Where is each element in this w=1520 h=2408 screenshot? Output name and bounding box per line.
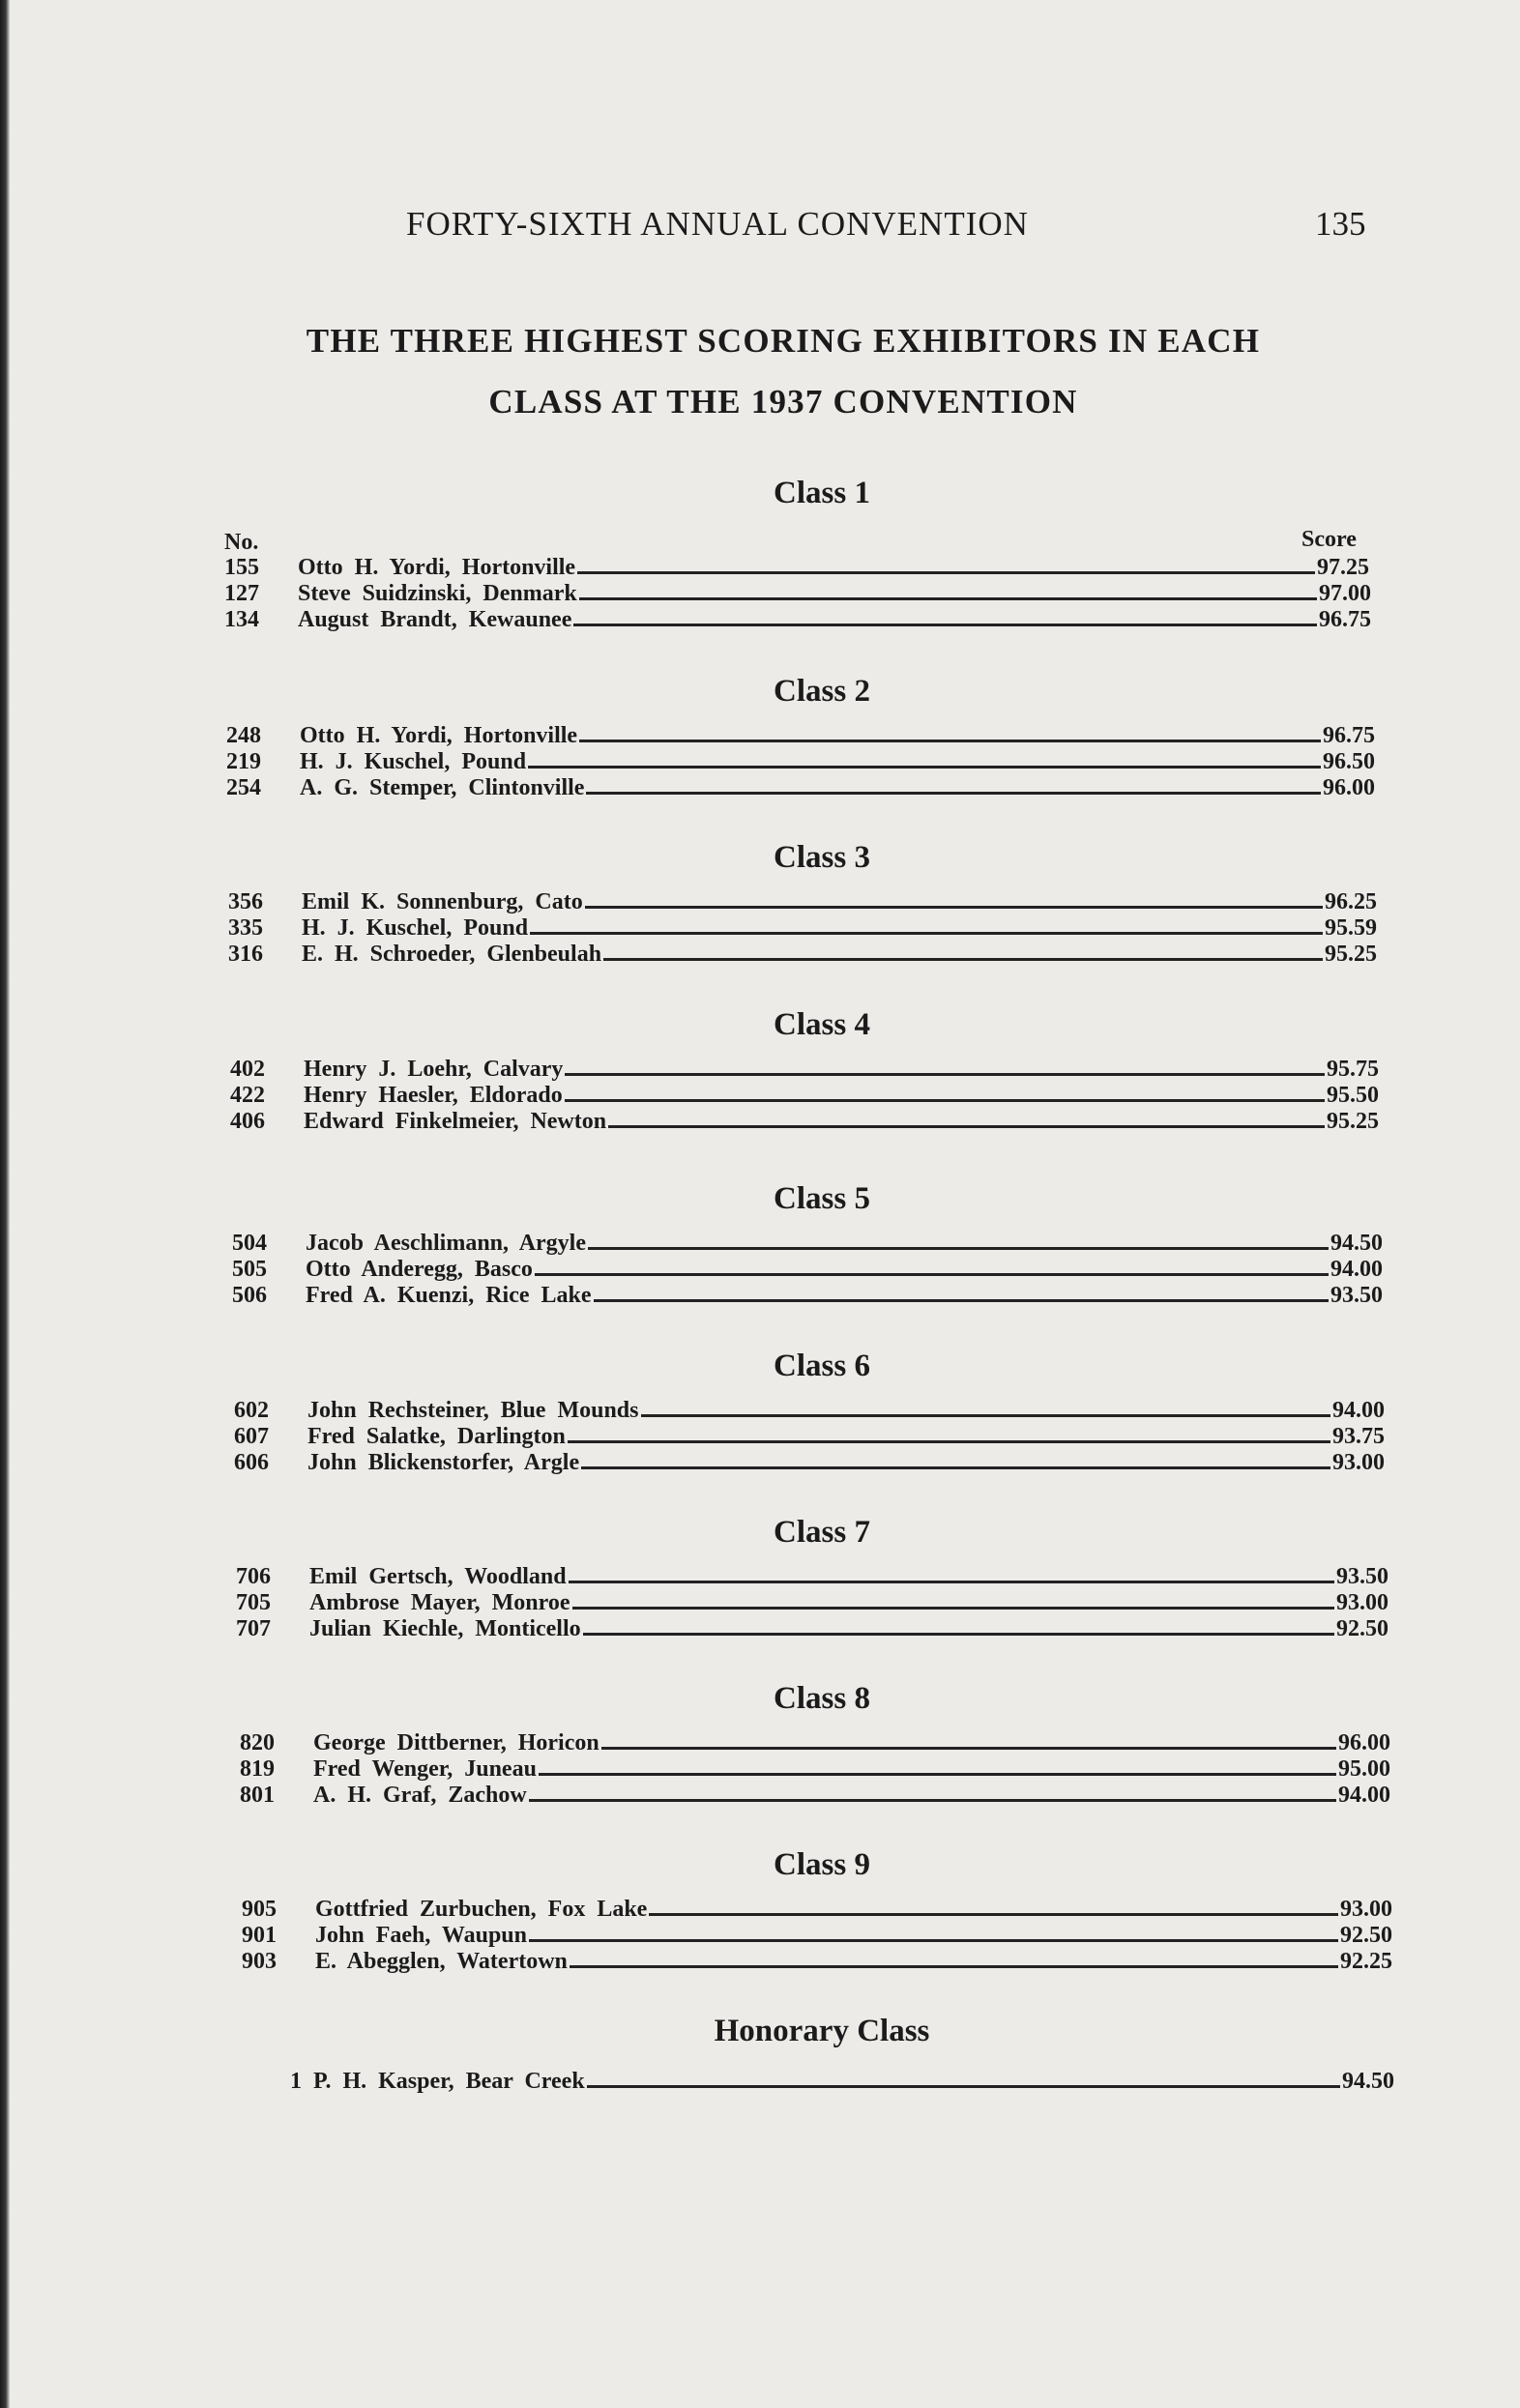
entry-number: 905 xyxy=(242,1897,277,1922)
table-row xyxy=(226,723,1375,748)
table-row xyxy=(242,2069,1394,2094)
exhibitor-name: Fred Salatke, Darlington xyxy=(307,1424,566,1449)
dot-leader xyxy=(570,1965,1338,1968)
entry-number: 705 xyxy=(236,1590,271,1615)
exhibitor-name: Fred A. Kuenzi, Rice Lake xyxy=(306,1283,592,1308)
entry-number: 901 xyxy=(242,1923,277,1948)
exhibitor-name: A. G. Stemper, Clintonville xyxy=(300,775,585,800)
exhibitor-name: Jacob Aeschlimann, Argyle xyxy=(306,1231,587,1256)
exhibitor-score: 95.25 xyxy=(1325,942,1377,967)
class-heading: Class 7 xyxy=(774,1515,870,1550)
exhibitor-name: Fred Wenger, Juneau xyxy=(313,1756,537,1782)
exhibitor-score: 93.50 xyxy=(1330,1283,1383,1308)
entry-number: 602 xyxy=(234,1398,269,1423)
exhibitor-score: 95.25 xyxy=(1327,1109,1379,1134)
page-number: 135 xyxy=(1315,205,1366,243)
exhibitor-score: 97.25 xyxy=(1317,555,1369,580)
exhibitor-score: 93.50 xyxy=(1336,1564,1388,1589)
entry-number: 505 xyxy=(232,1257,267,1282)
exhibitor-name: Emil Gertsch, Woodland xyxy=(309,1564,567,1589)
table-row xyxy=(228,915,1377,941)
table-row xyxy=(242,1949,1392,1974)
class-heading: Class 1 xyxy=(774,476,870,510)
table-row xyxy=(232,1283,1383,1308)
exhibitor-name: Gottfried Zurbuchen, Fox Lake xyxy=(315,1897,648,1922)
table-row xyxy=(236,1590,1388,1615)
exhibitor-name: P. H. Kasper, Bear Creek xyxy=(313,2069,585,2094)
exhibitor-name: John Blickenstorfer, Argle xyxy=(307,1450,580,1475)
exhibitor-name: John Rechsteiner, Blue Mounds xyxy=(307,1398,639,1423)
table-row xyxy=(234,1424,1385,1449)
exhibitor-score: 93.00 xyxy=(1336,1590,1388,1615)
entry-number: 134 xyxy=(224,607,259,632)
class-heading: Honorary Class xyxy=(714,2014,930,2048)
exhibitor-score: 95.50 xyxy=(1327,1083,1379,1108)
page-title-line-2: CLASS AT THE 1937 CONVENTION xyxy=(488,383,1078,421)
exhibitor-score: 95.00 xyxy=(1338,1756,1390,1782)
exhibitor-name: Henry J. Loehr, Calvary xyxy=(304,1057,564,1082)
dot-leader xyxy=(579,597,1317,600)
entry-number: 316 xyxy=(228,942,263,967)
dot-leader xyxy=(579,740,1321,742)
dot-leader xyxy=(565,1073,1325,1076)
exhibitor-name: August Brandt, Kewaunee xyxy=(298,607,572,632)
table-row xyxy=(234,1450,1385,1475)
exhibitor-score: 96.00 xyxy=(1338,1730,1390,1755)
entry-number: 1 xyxy=(290,2069,302,2094)
entry-number: 406 xyxy=(230,1109,265,1134)
exhibitor-name: John Faeh, Waupun xyxy=(315,1923,527,1948)
table-row xyxy=(224,607,1371,632)
exhibitor-name: Henry Haesler, Eldorado xyxy=(304,1083,563,1108)
exhibitor-score: 96.00 xyxy=(1323,775,1375,800)
dot-leader xyxy=(641,1414,1331,1417)
entry-number: 422 xyxy=(230,1083,265,1108)
dot-leader xyxy=(529,1939,1338,1942)
exhibitor-name: H. J. Kuschel, Pound xyxy=(300,749,527,774)
table-row xyxy=(240,1783,1390,1808)
entry-number: 248 xyxy=(226,723,261,748)
dot-leader xyxy=(583,1633,1334,1636)
exhibitor-name: Emil K. Sonnenburg, Cato xyxy=(302,889,583,914)
table-row xyxy=(236,1616,1388,1641)
exhibitor-score: 93.00 xyxy=(1332,1450,1385,1475)
column-label-score: Score xyxy=(1301,527,1357,552)
table-row xyxy=(240,1730,1390,1755)
exhibitor-score: 95.75 xyxy=(1327,1057,1379,1082)
entry-number: 606 xyxy=(234,1450,269,1475)
exhibitor-score: 93.00 xyxy=(1340,1897,1392,1922)
table-row xyxy=(242,1897,1392,1922)
class-heading: Class 6 xyxy=(774,1349,870,1383)
exhibitor-score: 93.75 xyxy=(1332,1424,1385,1449)
class-heading: Class 8 xyxy=(774,1681,870,1716)
exhibitor-name: Edward Finkelmeier, Newton xyxy=(304,1109,607,1134)
class-heading: Class 9 xyxy=(774,1847,870,1882)
table-row xyxy=(226,775,1375,800)
exhibitor-score: 96.25 xyxy=(1325,889,1377,914)
dot-leader xyxy=(585,906,1323,909)
table-row xyxy=(224,581,1371,606)
table-row xyxy=(234,1398,1385,1423)
dot-leader xyxy=(539,1773,1336,1776)
exhibitor-name: E. Abegglen, Watertown xyxy=(315,1949,568,1974)
exhibitor-name: E. H. Schroeder, Glenbeulah xyxy=(302,942,602,967)
dot-leader xyxy=(588,1247,1329,1250)
dot-leader xyxy=(535,1273,1329,1276)
exhibitor-score: 95.59 xyxy=(1325,915,1377,941)
entry-number: 819 xyxy=(240,1756,275,1782)
dot-leader xyxy=(577,571,1315,574)
entry-number: 219 xyxy=(226,749,261,774)
exhibitor-name: Otto Anderegg, Basco xyxy=(306,1257,533,1282)
dot-leader xyxy=(587,2085,1340,2088)
exhibitor-score: 94.00 xyxy=(1332,1398,1385,1423)
dot-leader xyxy=(569,1581,1334,1583)
table-row xyxy=(224,555,1369,580)
exhibitor-score: 94.50 xyxy=(1330,1231,1383,1256)
class-heading: Class 2 xyxy=(774,674,870,709)
exhibitor-score: 97.00 xyxy=(1319,581,1371,606)
column-label-no: No. xyxy=(224,530,259,555)
entry-number: 155 xyxy=(224,555,259,580)
dot-leader xyxy=(565,1099,1325,1102)
exhibitor-score: 94.00 xyxy=(1338,1783,1390,1808)
table-row xyxy=(228,942,1377,967)
table-row xyxy=(240,1756,1390,1782)
exhibitor-name: Julian Kiechle, Monticello xyxy=(309,1616,581,1641)
dot-leader xyxy=(649,1913,1338,1916)
entry-number: 506 xyxy=(232,1283,267,1308)
dot-leader xyxy=(529,1799,1336,1802)
table-row xyxy=(228,889,1377,914)
page-title-line-1: THE THREE HIGHEST SCORING EXHIBITORS IN EACH xyxy=(306,322,1261,360)
exhibitor-name: H. J. Kuschel, Pound xyxy=(302,915,529,941)
dot-leader xyxy=(573,624,1317,626)
exhibitor-score: 94.50 xyxy=(1342,2069,1394,2094)
entry-number: 707 xyxy=(236,1616,271,1641)
entry-number: 254 xyxy=(226,775,261,800)
entry-number: 820 xyxy=(240,1730,275,1755)
entry-number: 335 xyxy=(228,915,263,941)
exhibitor-score: 96.50 xyxy=(1323,749,1375,774)
table-row xyxy=(230,1083,1379,1108)
dot-leader xyxy=(601,1747,1336,1750)
class-heading: Class 4 xyxy=(774,1007,870,1042)
dot-leader xyxy=(594,1299,1329,1302)
dot-leader xyxy=(586,792,1321,795)
exhibitor-name: Steve Suidzinski, Denmark xyxy=(298,581,577,606)
entry-number: 903 xyxy=(242,1949,277,1974)
entry-number: 504 xyxy=(232,1231,267,1256)
table-row xyxy=(242,1923,1392,1948)
exhibitor-score: 92.50 xyxy=(1336,1616,1388,1641)
table-row xyxy=(226,749,1375,774)
exhibitor-name: A. H. Graf, Zachow xyxy=(313,1783,527,1808)
dot-leader xyxy=(572,1607,1334,1610)
exhibitor-name: Otto H. Yordi, Hortonville xyxy=(300,723,578,748)
dot-leader xyxy=(608,1125,1325,1128)
exhibitor-score: 92.50 xyxy=(1340,1923,1392,1948)
table-row xyxy=(232,1231,1383,1256)
entry-number: 706 xyxy=(236,1564,271,1589)
table-row xyxy=(232,1257,1383,1282)
dot-leader xyxy=(603,958,1323,961)
entry-number: 607 xyxy=(234,1424,269,1449)
entry-number: 801 xyxy=(240,1783,275,1808)
table-row xyxy=(230,1057,1379,1082)
dot-leader xyxy=(530,932,1323,935)
running-head: FORTY-SIXTH ANNUAL CONVENTION xyxy=(406,205,1029,243)
table-row xyxy=(230,1109,1379,1134)
dot-leader xyxy=(528,766,1321,769)
exhibitor-score: 96.75 xyxy=(1319,607,1371,632)
entry-number: 402 xyxy=(230,1057,265,1082)
exhibitor-name: George Dittberner, Horicon xyxy=(313,1730,599,1755)
entry-number: 127 xyxy=(224,581,259,606)
dot-leader xyxy=(568,1440,1330,1443)
exhibitor-name: Otto H. Yordi, Hortonville xyxy=(298,555,576,580)
class-heading: Class 5 xyxy=(774,1181,870,1216)
exhibitor-name: Ambrose Mayer, Monroe xyxy=(309,1590,570,1615)
dot-leader xyxy=(581,1466,1330,1469)
table-row xyxy=(236,1564,1388,1589)
exhibitor-score: 92.25 xyxy=(1340,1949,1392,1974)
class-heading: Class 3 xyxy=(774,840,870,875)
exhibitor-score: 94.00 xyxy=(1330,1257,1383,1282)
entry-number: 356 xyxy=(228,889,263,914)
exhibitor-score: 96.75 xyxy=(1323,723,1375,748)
